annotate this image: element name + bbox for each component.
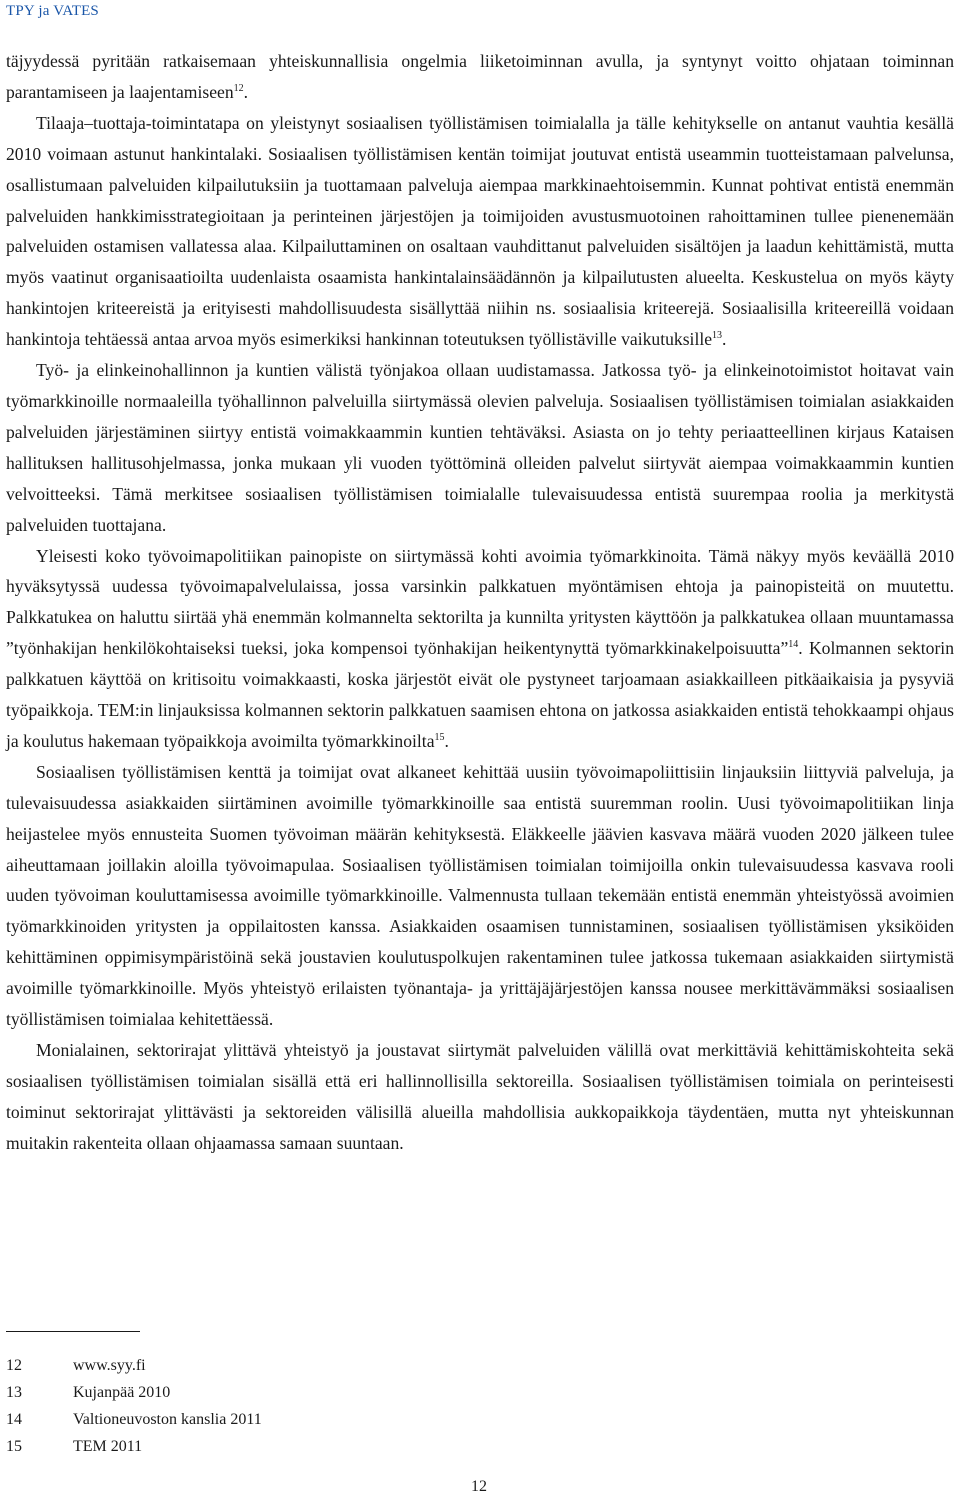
paragraph-text: .: [444, 730, 449, 751]
footnote-text: www.syy.fi: [73, 1357, 146, 1374]
footnote-number: 14: [6, 1411, 22, 1428]
footnote-ref: 12: [233, 83, 244, 95]
paragraph: [6, 1035, 954, 1159]
paragraph-text: Työ- ja elinkeinohallinnon ja kuntien välistä työnjakoa ollaan uudistamassa. Jatkossa työ- ja elinkeinotoimistot hoitavat vain työmarkkinoille normaaleilla työhallinnon palveluilla siirtymässä olevien palveluja. Sosiaalisen työllistämisen toimialan asiakkaiden palveluiden järjestäminen siirtyy entistä voimakkaammin kuntien tehtäväksi. Asiasta on jo tehty periaatteellinen kirjaus Kataisen hallituksen hallitusohjelmassa, jonka mukaan yli vuoden työttöminä olleiden palvelut siirtyvät aiempaa voimakkaammin kuntien velvoitteeksi. Tämä merkitsee sosiaalisen työllistämisen toimialalle tulevaisuudessa entistä suurempaa roolia ja merkitystä palveluiden tuottajana.: [6, 360, 954, 535]
paragraph-text: Tilaaja–tuottaja-toimintatapa on yleistynyt sosiaalisen työllistämisen toimialalla ja tälle kehitykselle on antanut vauhtia kesällä 2010 voimaan astunut hankintalaki. Sosiaalisen työllistämisen kentän toimijat joutuvat entistä useammin tuotteistamaan palvelunsa, osallistumaan palveluiden kilpailutuksiin ja tuottamaan palveluja aiempaa markkinaehtoisemmin. Kunnat pohtivat entistä enemmän palveluiden hankkimisstrategioitaan ja perinteinen järjestöjen ja toimijoiden avustusmuotoinen rahoittaminen tullee pienenemään palveluiden ostamisen vallatessa alaa. Kilpailuttaminen on osaltaan vauhdittanut palveluiden sisältöjen ja laadun kehittämistä, mutta myös vaatinut organisaatioilta uudenlaista osaamista hankintalainsäädännön ja kilpailutusten alueelta. Keskustelua on myös käyty hankintojen kriteereistä ja erityisesti mahdollisuudesta sisällyttää niihin ns. sosiaalisia kriteerejä. Sosiaalisilla kriteereillä voidaan hankintoja tehtäessä antaa arvoa myös esimerkiksi hankinnan toteutuksen työllistäville vaikutuksille: [6, 112, 954, 350]
footnote-ref: 14: [788, 639, 799, 651]
paragraph-text: . Kolmannen sektorin palkkatuen käyttöä on kritisoitu voimakkaasti, koska järjestöt eivät ole pystyneet tarjoamaan asiakkailleen pitkäaikaisia ja pysyviä työpaikkoja. TEM:in linjauksissa kolmannen sektorin palkkatuen saamisen ehtona on jatkossa asiakkaiden entistä tehokkaampi ohjaus ja koulutus hakemaan työpaikkoja avoimilta työmarkkinoilta: [6, 638, 954, 751]
paragraph-text: Yleisesti koko työvoimapolitiikan painopiste on siirtymässä kohti avoimia työmarkkinoita. Tämä näkyy myös keväällä 2010 hyväksytyssä uudessa työvoimapalvelulaissa, jossa varsinkin palkkatuen myöntämisen ehtoja ja painopisteitä on muutettu. Palkkatukea on haluttu siirtää yhä enemmän kolmannelta sektorilta ja kunnilta yritysten käyttöön ja palkkatukea ollaan muuntamassa ”työnhakijan henkilökohtaiseksi tueksi, joka kompensoi työnhakijan heikentynyttä työmarkkinakelpoisuutta”: [6, 545, 954, 659]
footnote-number: 12: [6, 1357, 22, 1374]
footnote-ref: 13: [712, 330, 723, 342]
footnote-separator: [6, 1331, 140, 1332]
paragraph: [6, 541, 954, 757]
page-number: 12: [471, 1478, 487, 1495]
footnote-number: 15: [6, 1438, 22, 1455]
footnote: [6, 1383, 506, 1410]
paragraph-text: .: [243, 81, 249, 102]
footnote-text: Valtioneuvoston kanslia 2011: [73, 1411, 262, 1428]
footnotes: [6, 1356, 506, 1464]
footnote: [6, 1410, 506, 1437]
footnote-number: 13: [6, 1384, 22, 1401]
paragraph-text: Sosiaalisen työllistämisen kenttä ja toimijat ovat alkaneet kehittää uusiin työvoimapoliittisiin linjauksiin liittyviä palveluja, ja tulevaisuudessa asiakkaiden siirtäminen avoimille työmarkkinoille saa entistä suuremman roolin. Uusi työvoimapolitiikan linja heijastelee myös ennusteita Suomen työvoiman määrän kehityksestä. Eläkkeelle jäävien kasvava määrä vuoden 2020 jälkeen tulee aiheuttamaan joillakin aloilla työvoimapulaa. Sosiaalisen työllistämisen toimialan toimijoilla onkin tulevaisuudessa kasvava rooli uuden työvoiman kouluttamisessa avoimille työmarkkinoille. Valmennusta tullaan tekemään entistä enemmän yhteistyössä avoimien työmarkkinoiden yritysten ja oppilaitosten kanssa. Asiakkaiden osaamisen tunnistaminen, sosiaalisen työllistämisen yksiköiden kehittäminen oppimisympäristöinä sekä joustavien koulutuspolkujen rakentaminen tulee jatkossa tukemaan asiakkaiden siirtymistä avoimille työmarkkinoille. Myös yhteistyö erilaisten työnantaja- ja yrittäjäjärjestöjen kanssa nousee merkittävämmäksi sosiaalisen työllistämisen toimialaa kehitettäessä.: [6, 761, 954, 1030]
paragraph-text: Monialainen, sektorirajat ylittävä yhteistyö ja joustavat siirtymät palveluiden välillä ovat merkittäviä kehittämiskohteita sekä sosiaalisen työllistämisen toimialan sisällä että eri hallinnollisilla sektoreilla. Sosiaalisen työllistämisen toimiala on perinteisesti toiminut sektorirajat ylittävästi ja sektoreiden välisillä alueilla mahdollisia aukkopaikkoja täydentäen, mutta nyt yhteiskunnan muitakin rakenteita ollaan ohjaamassa samaan suuntaan.: [6, 1040, 954, 1153]
paragraph: [6, 757, 954, 1035]
footnote: [6, 1356, 506, 1383]
paragraph-text: .: [722, 329, 727, 350]
paragraph-text: täjyydessä pyritään ratkaisemaan yhteiskunnallisia ongelmia liiketoiminnan avulla, ja syntynyt voitto ohjataan toiminnan parantamiseen ja laajentamiseen: [6, 51, 954, 102]
body-text: [6, 46, 954, 1159]
paragraph: [6, 108, 954, 355]
footnote: [6, 1437, 506, 1464]
footnote-text: Kujanpää 2010: [73, 1384, 171, 1401]
paragraph: [6, 355, 954, 540]
footnote-text: TEM 2011: [73, 1438, 143, 1455]
running-header: TPY ja VATES: [6, 3, 99, 19]
footnote-ref: 15: [434, 732, 445, 744]
paragraph: [6, 46, 954, 108]
